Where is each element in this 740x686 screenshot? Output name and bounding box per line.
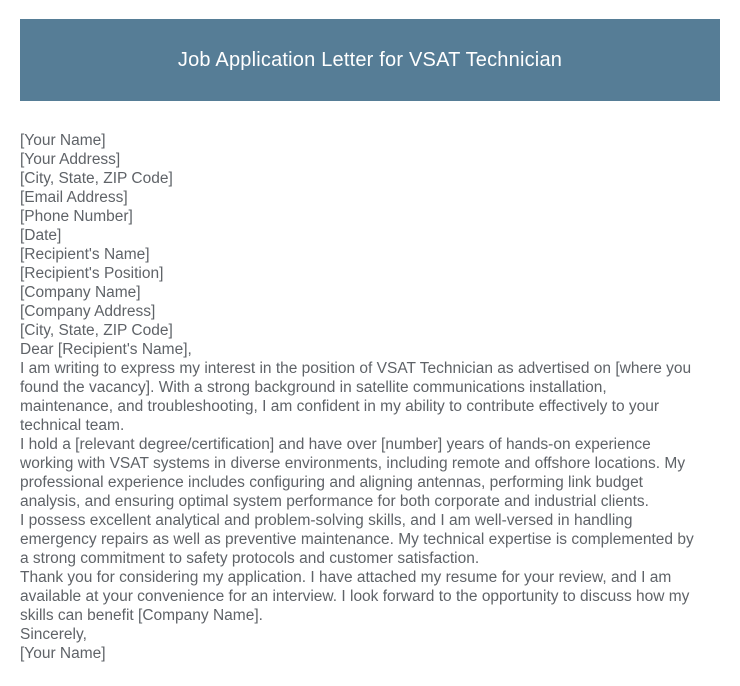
letter-line: [Phone Number] xyxy=(20,208,133,225)
letter-line: [Company Address] xyxy=(20,303,156,320)
letter-line: [Company Name] xyxy=(20,284,141,301)
letter-body xyxy=(20,131,732,663)
letter-line: available at your convenience for an interview. I look forward to the opportunity to discuss how my xyxy=(20,588,690,605)
letter-line: Sincerely, xyxy=(20,626,87,643)
letter-line: I am writing to express my interest in the position of VSAT Technician as advertised on [where you xyxy=(20,360,692,377)
letter-line: [Your Address] xyxy=(20,151,121,168)
letter-line: emergency repairs as well as preventive maintenance. My technical expertise is complemented by xyxy=(20,531,694,548)
letter-line: technical team. xyxy=(20,417,125,434)
letter-line: professional experience includes configuring and aligning antennas, performing link budget xyxy=(20,474,643,491)
letter-line: analysis, and ensuring optimal system performance for both corporate and industrial clients. xyxy=(20,493,649,510)
letter-line: I hold a [relevant degree/certification] and have over [number] years of hands-on experience xyxy=(20,436,651,453)
title-banner xyxy=(20,19,720,101)
letter-line: [Your Name] xyxy=(20,132,106,149)
letter-line: working with VSAT systems in diverse environments, including remote and offshore locations. My xyxy=(20,455,686,472)
letter-line: [Your Name] xyxy=(20,645,106,662)
letter-line: I possess excellent analytical and problem-solving skills, and I am well-versed in handling xyxy=(20,512,633,529)
letter-line: [Recipient's Position] xyxy=(20,265,164,282)
letter-line: [Date] xyxy=(20,227,62,244)
letter-line: skills can benefit [Company Name]. xyxy=(20,607,263,624)
letter-line: maintenance, and troubleshooting, I am confident in my ability to contribute effectively to your xyxy=(20,398,660,415)
letter-line: [Recipient's Name] xyxy=(20,246,150,263)
letter-line: [City, State, ZIP Code] xyxy=(20,170,173,187)
letter-line: [City, State, ZIP Code] xyxy=(20,322,173,339)
letter-line: Thank you for considering my application. I have attached my resume for your review, and I am xyxy=(20,569,672,586)
letter-line: [Email Address] xyxy=(20,189,128,206)
page-title: Job Application Letter for VSAT Technician xyxy=(177,48,563,71)
letter-line: Dear [Recipient's Name], xyxy=(20,341,192,358)
letter-line: found the vacancy]. With a strong background in satellite communications installation, xyxy=(20,379,607,396)
letter-line: a strong commitment to safety protocols and customer satisfaction. xyxy=(20,550,480,567)
